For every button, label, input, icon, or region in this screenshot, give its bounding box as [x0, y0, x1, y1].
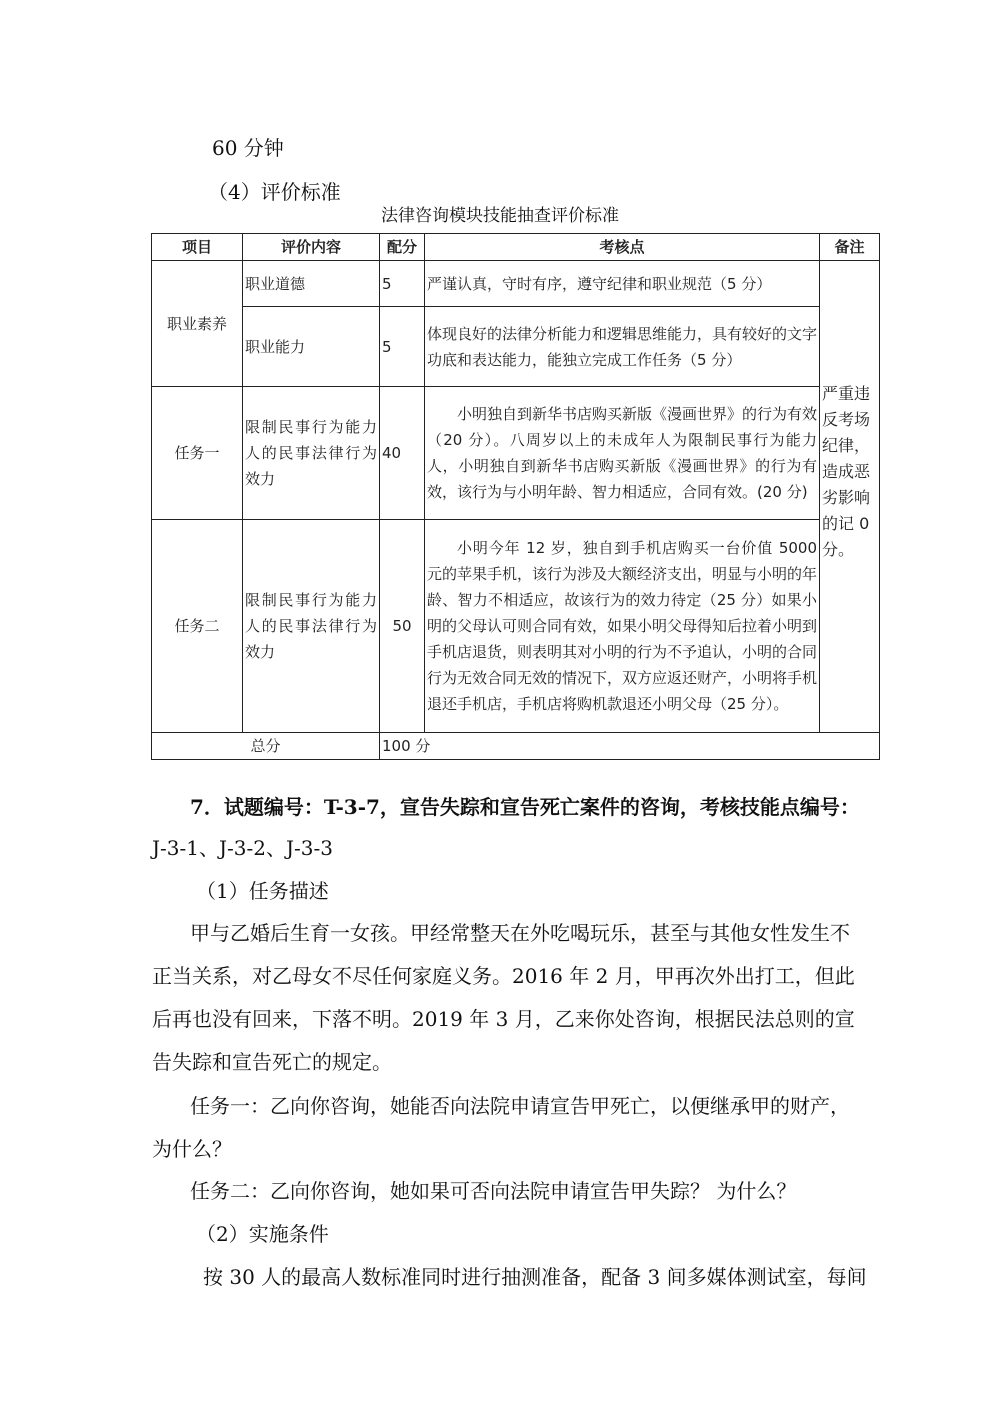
paragraph-line: 告失踪和宣告死亡的规定。: [152, 1050, 392, 1074]
header-score: 配分: [380, 234, 425, 261]
header-points: 考核点: [425, 234, 820, 261]
task1-score-cell: 40: [380, 387, 425, 520]
task2-question: 任务二：乙向你咨询，她如果可否向法院申请宣告甲失踪？ 为什么？: [190, 1179, 797, 1203]
task2-point-cell: 小明今年 12 岁，独自到手机店购买一台价值 5000 元的苹果手机，该行为涉及大额经济支出，明显与小明的年龄、智力不相适应，故该行为的效力待定（25 分）如果小明的父母认可则合同有效，如果小明父母得知后拉着小明到手机店退货，则表明其对小明的行为不予追认，小明的合同行为无效合同无效的情况下，双方应返还财产，小明将手机退还手机店，手机店将购机款退还小明父母（25 分）。: [425, 520, 820, 733]
task1-content-cell: 限制民事行为能力人的民事法律行为效力: [243, 387, 380, 520]
task2-cell: 任务二: [152, 520, 243, 733]
ability-cell: 职业能力: [243, 307, 380, 387]
task1-point-cell: 小明独自到新华书店购买新版《漫画世界》的行为有效（20 分）。八周岁以上的未成年人为限制民事行为能力人，小明独自到新华书店购买新版《漫画世界》的行为有效，该行为与小明年龄、智力相适应，合同有效。(20 分): [425, 387, 820, 520]
remark-cell: 严重违反考场纪律，造成恶劣影响的记 0 分。: [820, 261, 880, 733]
table-caption: 法律咨询模块技能抽查评价标准: [381, 206, 619, 226]
table-header-row: [152, 234, 880, 261]
task2-content-cell: 限制民事行为能力人的民事法律行为效力: [243, 520, 380, 733]
question7-title: 7．试题编号：T-3-7，宣告失踪和宣告死亡案件的咨询，考核技能点编号：: [190, 795, 860, 819]
ethics-score-cell: 5: [380, 261, 425, 307]
ethics-cell: 职业道德: [243, 261, 380, 307]
conditions-paragraph: 按 30 人的最高人数标准同时进行抽测准备，配备 3 间多媒体测试室，每间: [203, 1265, 867, 1289]
ability-point-cell: 体现良好的法律分析能力和逻辑思维能力，具有较好的文字功底和表达能力，能独立完成工作任务（5 分）: [425, 307, 820, 387]
table-row: [152, 387, 880, 520]
task-desc-heading: （1）任务描述: [196, 879, 329, 903]
ability-score-cell: 5: [380, 307, 425, 387]
task2-score-cell: 50: [380, 520, 425, 733]
table-total-row: [152, 733, 880, 760]
evaluation-table: [151, 233, 880, 760]
conditions-heading: （2）实施条件: [196, 1222, 329, 1246]
question7-codes: J-3-1、J-3-2、J-3-3: [152, 836, 333, 860]
task1-cell: 任务一: [152, 387, 243, 520]
paragraph-line: 正当关系，对乙母女不尽任何家庭义务。2016 年 2 月，甲再次外出打工，但此: [152, 964, 855, 988]
task1-question-cont: 为什么？: [152, 1137, 232, 1161]
header-remark: 备注: [820, 234, 880, 261]
duration-text: 60 分钟: [212, 136, 284, 160]
table-row: [152, 261, 880, 307]
header-content: 评价内容: [243, 234, 380, 261]
ethics-point-cell: 严谨认真，守时有序，遵守纪律和职业规范（5 分）: [425, 261, 820, 307]
total-value-cell: 100 分: [380, 733, 880, 760]
header-item: 项目: [152, 234, 243, 261]
table-row: [152, 307, 880, 387]
prof-item-cell: 职业素养: [152, 261, 243, 387]
total-label-cell: 总分: [152, 733, 380, 760]
paragraph-line: 甲与乙婚后生育一女孩。甲经常整天在外吃喝玩乐，甚至与其他女性发生不: [190, 921, 850, 945]
paragraph-line: 后再也没有回来，下落不明。2019 年 3 月，乙来你处咨询，根据民法总则的宣: [152, 1007, 855, 1031]
eval-heading: （4）评价标准: [208, 180, 341, 204]
table-row: [152, 520, 880, 733]
task1-question: 任务一：乙向你咨询，她能否向法院申请宣告甲死亡，以便继承甲的财产，: [190, 1094, 850, 1118]
